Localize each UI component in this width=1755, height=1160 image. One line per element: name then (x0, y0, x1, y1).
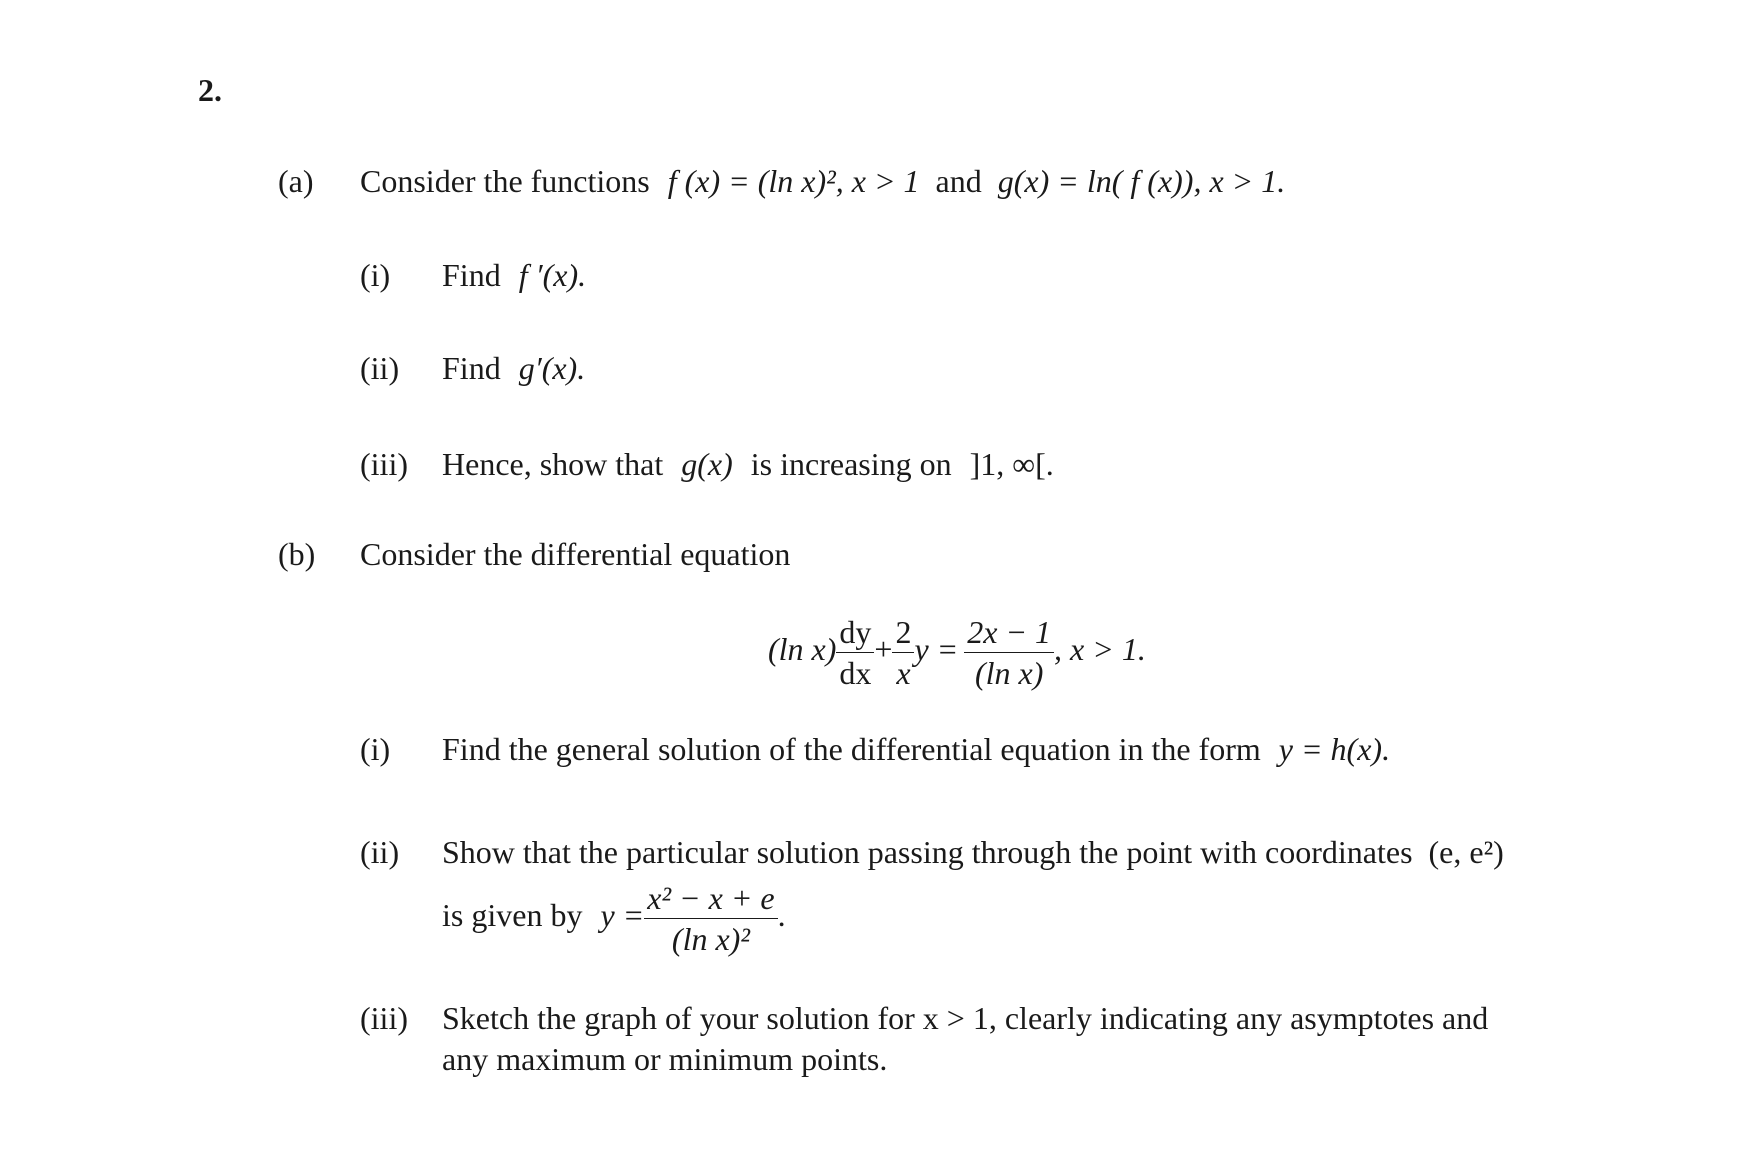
eq-rhs-num: 2x − 1 (967, 614, 1052, 650)
part-a-statement (360, 163, 1285, 200)
b-i-text (442, 731, 1390, 768)
b-ii-given-by: is given by (442, 896, 583, 933)
b-i-label: (i) (360, 731, 391, 767)
eq-ln-factor: (ln x) (768, 630, 837, 667)
a-iii-g: g(x) (681, 446, 733, 482)
b-ii-den: (ln x)² (644, 918, 777, 959)
b-iii-line2: any maximum or minimum points. (442, 1041, 888, 1077)
b-ii-label: (ii) (360, 834, 400, 870)
eq-plus: + (874, 630, 893, 667)
a-i-text (442, 257, 586, 294)
a-i-label: (i) (360, 257, 391, 293)
a-ii-math: g′(x). (518, 350, 586, 386)
eq-x: x (892, 652, 914, 693)
b-ii-num: x² − x + e (647, 880, 775, 916)
f-definition: f (x) = (ln x)², x > 1 (667, 163, 920, 199)
b-iii-label: (iii) (360, 1000, 408, 1036)
question-number: 2. (198, 72, 222, 108)
b-ii-y-eq: y = (600, 896, 645, 933)
a-iii-interval: ]1, ∞[. (969, 446, 1054, 482)
eq-dx: dx (836, 652, 874, 693)
a-ii-find: Find (442, 350, 501, 386)
b-ii-point: (e, e²) (1428, 834, 1504, 870)
a-iii-label: (iii) (360, 446, 408, 482)
b-ii-line1 (442, 834, 1504, 871)
eq-dy: dy (839, 614, 872, 650)
b-iii-line1: Sketch the graph of your solution for x > 1, clearly indicating any asymptotes and (442, 1000, 1489, 1036)
eq-rhs (964, 612, 1054, 693)
and-word: and (935, 163, 982, 199)
b-ii-period: . (777, 896, 786, 933)
eq-dydx (836, 612, 874, 693)
a-iii-hence: Hence, show that (442, 446, 664, 482)
eq-condition: , x > 1. (1054, 630, 1146, 667)
part-a-label: (a) (278, 163, 314, 199)
part-a-intro: Consider the functions (360, 163, 650, 199)
a-i-math: f ′(x). (518, 257, 587, 293)
a-ii-text (442, 350, 585, 387)
eq-rhs-den: (ln x) (964, 652, 1054, 693)
b-ii-show: Show that the particular solution passing through the point with coordinates (442, 834, 1413, 870)
a-iii-increasing: is increasing on (750, 446, 952, 482)
differential-equation (768, 612, 1146, 693)
a-iii-text (442, 446, 1054, 483)
eq-y-equals: y = (914, 630, 959, 667)
a-i-find: Find (442, 257, 501, 293)
a-ii-label: (ii) (360, 350, 400, 386)
b-i-math: y = h(x). (1278, 731, 1391, 767)
g-definition: g(x) = ln( f (x)), x > 1. (997, 163, 1286, 199)
b-i-find: Find the general solution of the differential equation in the form (442, 731, 1261, 767)
part-b-label: (b) (278, 536, 316, 572)
eq-2-over-x (892, 612, 914, 693)
b-ii-line2 (442, 878, 786, 959)
b-ii-fraction (644, 878, 777, 959)
part-b-intro: Consider the differential equation (360, 536, 791, 572)
eq-two: 2 (895, 614, 912, 650)
